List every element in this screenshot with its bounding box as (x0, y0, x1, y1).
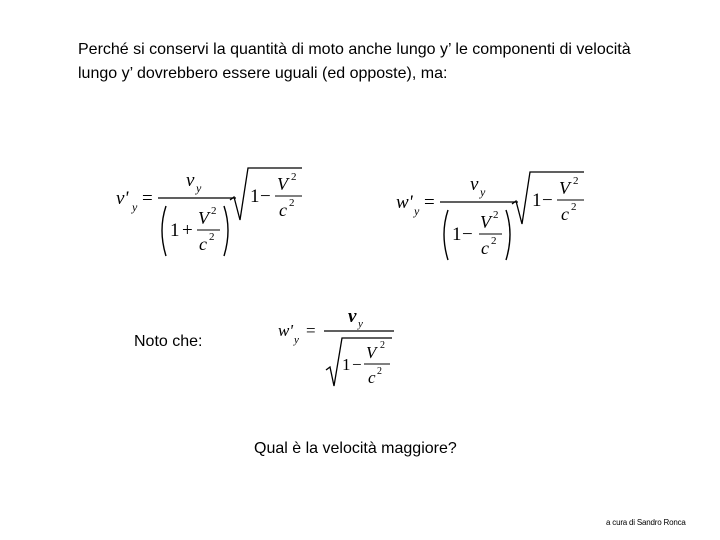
numerator-subscript: y (480, 185, 486, 199)
sqrt-minus: − (352, 355, 362, 374)
sqrt-V-exp: 2 (573, 175, 579, 187)
sqrt-one: 1 (342, 355, 351, 374)
lhs-symbol: v' (116, 188, 129, 209)
sqrt-c: c (279, 200, 287, 220)
numerator-v: v (186, 170, 195, 191)
note-label: Noto che: (134, 333, 203, 350)
inner-V-exp: 2 (493, 209, 499, 221)
intro-line-1: Perché si conservi la quantità di moto anche lungo y’ le componenti di velocità (78, 41, 631, 58)
lhs-subscript: y (294, 334, 299, 346)
sqrt-c: c (368, 368, 376, 387)
equals-sign: = (142, 188, 153, 209)
sqrt-minus: − (260, 186, 271, 207)
left-paren (444, 210, 448, 260)
lhs-symbol: w' (396, 192, 413, 213)
sqrt-V-exp: 2 (291, 171, 297, 183)
sqrt-c-exp: 2 (377, 366, 382, 377)
inner-V-exp: 2 (211, 205, 217, 217)
numerator-v: v (348, 306, 357, 327)
lhs-subscript: y (132, 200, 138, 214)
sqrt-c-exp: 2 (289, 197, 295, 209)
sqrt-c: c (561, 204, 569, 224)
inner-V: V (480, 212, 491, 232)
plus-sign: + (182, 220, 193, 241)
minus-sign: − (462, 224, 473, 245)
sqrt-c-exp: 2 (571, 201, 577, 213)
inner-V: V (198, 208, 209, 228)
sqrt-one: 1 (250, 186, 260, 207)
inner-c-exp: 2 (209, 231, 215, 243)
equals-sign: = (424, 192, 435, 213)
sqrt-V: V (366, 343, 377, 362)
question-text: Qual è la velocità maggiore? (254, 440, 457, 457)
numerator-v: v (470, 174, 479, 195)
formula-w-prime-y (392, 164, 592, 268)
left-paren (162, 206, 166, 256)
sqrt-V-exp: 2 (380, 340, 385, 351)
numerator-subscript: y (358, 318, 363, 330)
inner-c-exp: 2 (491, 235, 497, 247)
lhs-subscript: y (414, 204, 420, 218)
inner-c: c (199, 234, 207, 254)
sqrt-V: V (277, 174, 288, 194)
intro-paragraph (78, 38, 678, 86)
numerator-subscript: y (196, 181, 202, 195)
formula-v-prime-y (112, 160, 312, 264)
right-paren (224, 206, 228, 256)
intro-line-2: lungo y’ dovrebbero essere uguali (ed opposte), ma: (78, 65, 448, 82)
sqrt-minus: − (542, 190, 553, 211)
denominator-one: 1 (452, 224, 462, 245)
sqrt-V: V (559, 178, 570, 198)
inner-c: c (481, 238, 489, 258)
lhs-symbol: w' (278, 321, 293, 340)
formula-w-prime-y-simplified (276, 302, 406, 394)
equals-sign: = (306, 321, 316, 340)
sqrt-one: 1 (532, 190, 542, 211)
denominator-one: 1 (170, 220, 180, 241)
credit-footer: a cura di Sandro Ronca (606, 518, 686, 527)
right-paren (506, 210, 510, 260)
